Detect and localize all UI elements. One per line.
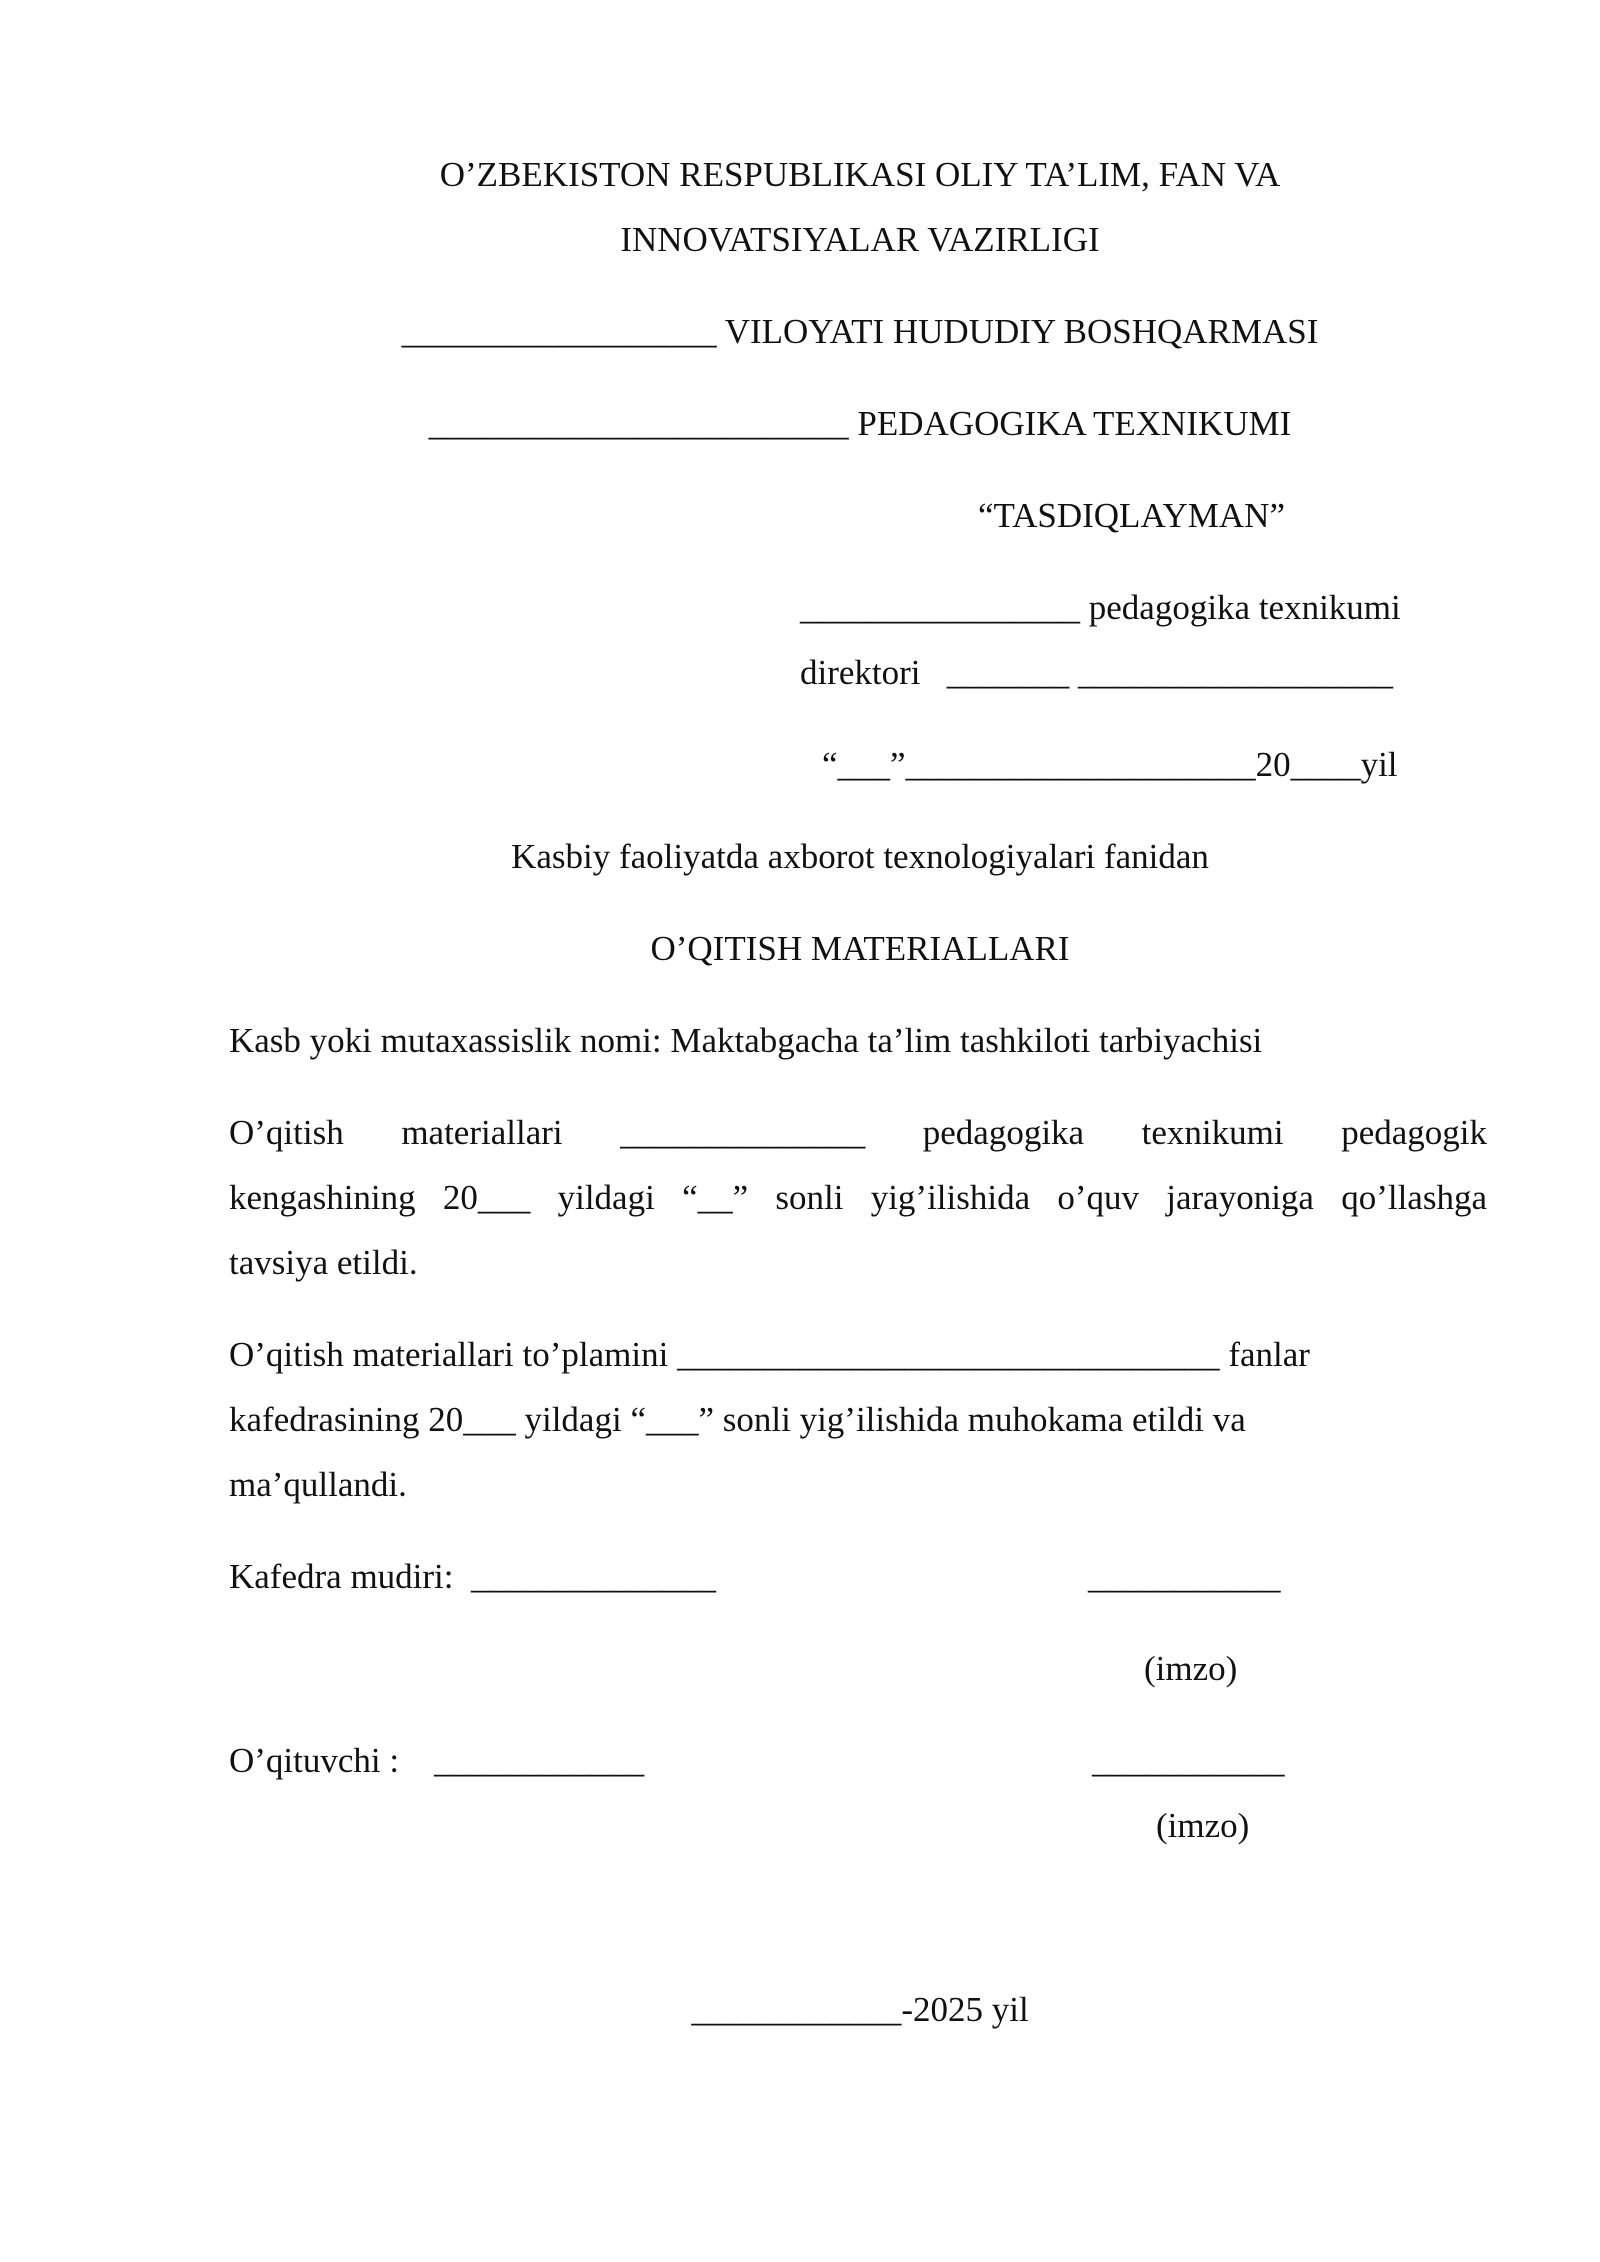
recommendation-word: pedagogika — [922, 1113, 1085, 1152]
recommendation-word: kengashining — [229, 1178, 416, 1217]
recommendation-word: texnikumi — [1141, 1113, 1284, 1152]
subject-line: Kasbiy faoliyatda axborot texnologiyalari fanidan — [511, 837, 1209, 876]
approval-title: “TASDIQLAYMAN” — [978, 496, 1285, 535]
recommendation-word: yig’ilishida — [870, 1178, 1031, 1217]
discussion-line1: O’qitish materiallari to’plamini _______________________________ fanlar — [229, 1335, 1310, 1374]
region-administration-line: __________________ VILOYATI HUDUDIY BOSHQARMASI — [401, 312, 1319, 351]
recommendation-line1 — [229, 1111, 1487, 1155]
recommendation-word: o’quv — [1057, 1178, 1140, 1217]
recommendation-word: qo’llashga — [1341, 1178, 1487, 1217]
teacher-signature-line: ___________ — [1092, 1741, 1285, 1780]
ministry-title-line1: O’ZBEKISTON RESPUBLIKASI OLIY TA’LIM, FAN VA — [439, 155, 1281, 194]
recommendation-word: sonli — [775, 1178, 844, 1217]
recommendation-word: materiallari — [401, 1113, 563, 1152]
document-title: O’QITISH MATERIALLARI — [650, 929, 1070, 968]
approval-college-line: ________________ pedagogika texnikumi — [800, 588, 1401, 627]
recommendation-word: “__” — [682, 1178, 749, 1217]
recommendation-line2 — [229, 1176, 1487, 1220]
approval-director-line: direktori _______ __________________ — [800, 653, 1394, 692]
discussion-line3: ma’qullandi. — [229, 1465, 407, 1504]
recommendation-word: pedagogik — [1341, 1113, 1487, 1152]
teacher-label: O’qituvchi : ____________ — [229, 1741, 645, 1780]
recommendation-word: yildagi — [557, 1178, 655, 1217]
footer-year-line: ____________-2025 yil — [691, 1990, 1029, 2029]
department-head-signature-caption: (imzo) — [1144, 1649, 1238, 1688]
profession-line: Kasb yoki mutaxassislik nomi: Maktabgacha ta’lim tashkiloti tarbiyachisi — [229, 1021, 1263, 1060]
recommendation-word: O’qitish — [229, 1113, 344, 1152]
teacher-signature-caption: (imzo) — [1156, 1806, 1250, 1845]
department-head-signature-line: ___________ — [1088, 1557, 1281, 1596]
approval-date-line: “___”____________________20____yil — [822, 745, 1398, 784]
department-head-label: Kafedra mudiri: ______________ — [229, 1557, 716, 1596]
ministry-title-line2: INNOVATSIYALAR VAZIRLIGI — [620, 220, 1100, 259]
recommendation-line3: tavsiya etildi. — [229, 1243, 418, 1282]
college-name-line: ________________________ PEDAGOGIKA TEXNIKUMI — [428, 404, 1292, 443]
recommendation-blank: ______________ — [620, 1113, 866, 1152]
recommendation-word: 20___ — [442, 1178, 531, 1217]
recommendation-word: jarayoniga — [1166, 1178, 1314, 1217]
discussion-line2: kafedrasining 20___ yildagi “___” sonli yig’ilishida muhokama etildi va — [229, 1400, 1246, 1439]
